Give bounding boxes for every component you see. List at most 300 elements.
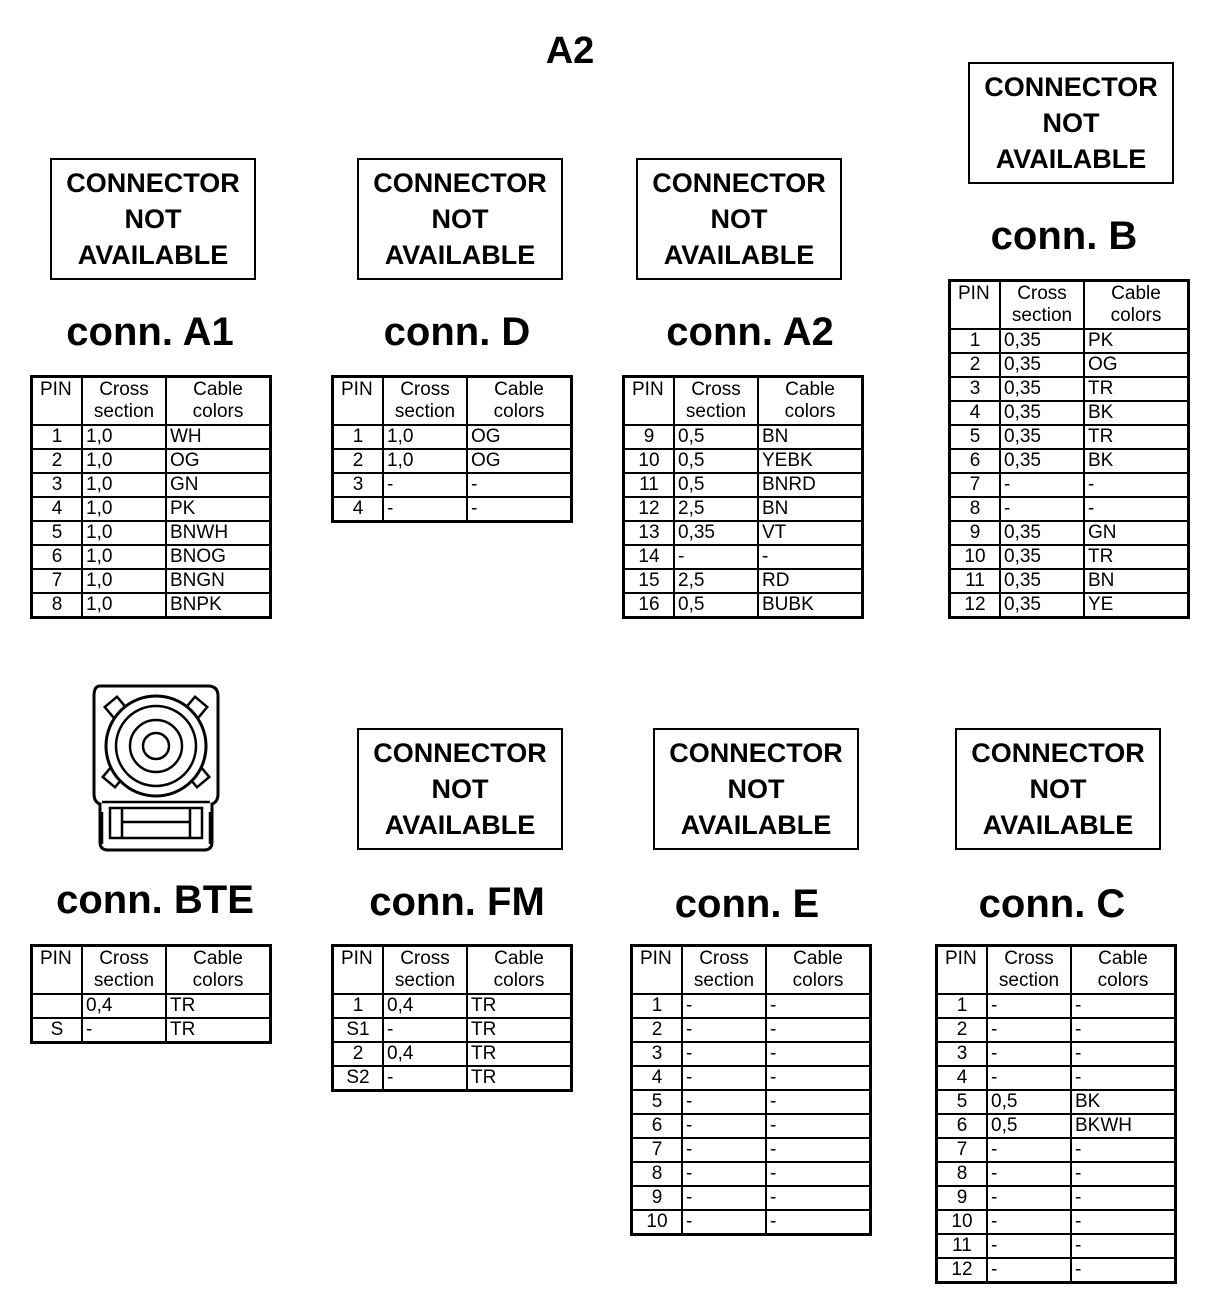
cable-color-cell: - — [1071, 1234, 1176, 1258]
pin-cell: 4 — [950, 401, 1001, 425]
cable-color-cell: - — [1071, 1138, 1176, 1162]
table-row — [333, 473, 572, 497]
table-header-row — [950, 281, 1189, 330]
cross-section-cell: - — [987, 1138, 1071, 1162]
cross-section-header-line: section — [93, 401, 155, 422]
na-line: NOT — [431, 774, 489, 804]
cross-section-cell: 0,4 — [82, 994, 166, 1018]
pin-cell: 5 — [937, 1090, 988, 1114]
na-line: AVAILABLE — [995, 144, 1147, 174]
cable-color-cell: BNOG — [166, 545, 271, 569]
table-row — [632, 1066, 871, 1090]
na-line: AVAILABLE — [384, 240, 536, 270]
cross-section-header-line: Cross — [99, 948, 149, 969]
table-row — [937, 1138, 1176, 1162]
table-row — [937, 1066, 1176, 1090]
page-title: A2 — [545, 30, 595, 72]
table-row — [950, 353, 1189, 377]
cross-section-cell: 2,5 — [674, 569, 758, 593]
cable-color-cell: - — [766, 1090, 871, 1114]
conn-title-d: conn. D — [383, 310, 531, 354]
table-header-row — [32, 946, 271, 995]
cross-section-cell: - — [682, 1018, 766, 1042]
na-line: NOT — [431, 204, 489, 234]
cable-color-cell: BNRD — [758, 473, 863, 497]
na-line: CONNECTOR — [373, 168, 547, 198]
cable-colors-header — [1084, 281, 1189, 330]
cable-color-cell: OG — [1084, 353, 1189, 377]
cross-section-header — [82, 377, 166, 426]
cross-section-cell: 1,0 — [383, 449, 467, 473]
table-row — [937, 1018, 1176, 1042]
pin-cell: 9 — [950, 521, 1001, 545]
cross-section-header-line: Cross — [1004, 948, 1054, 969]
pin-cell: 1 — [32, 425, 83, 449]
na-line: NOT — [1042, 108, 1100, 138]
pin-cell — [32, 994, 83, 1018]
cable-color-cell: BN — [758, 425, 863, 449]
cross-section-cell: 0,35 — [1000, 449, 1084, 473]
connector-not-available-box — [636, 158, 842, 280]
cross-section-header — [682, 946, 766, 995]
table-row — [624, 473, 863, 497]
cable-color-cell: TR — [467, 994, 572, 1018]
pin-cell: 10 — [624, 449, 675, 473]
table-header-row — [333, 946, 572, 995]
cable-color-cell: TR — [467, 1066, 572, 1091]
cross-section-cell: 1,0 — [82, 473, 166, 497]
cross-section-header-line: section — [93, 970, 155, 991]
table-row — [32, 593, 271, 618]
pin-cell: 8 — [32, 593, 83, 618]
cable-color-cell: OG — [467, 425, 572, 449]
cable-colors-header-line: Cable — [793, 948, 843, 969]
conn-title-a2: conn. A2 — [666, 310, 834, 354]
table-row — [624, 521, 863, 545]
pin-table-c — [935, 944, 1177, 1284]
pin-cell: S2 — [333, 1066, 384, 1091]
table-row — [950, 377, 1189, 401]
cable-color-cell: TR — [166, 994, 271, 1018]
cross-section-header-line: section — [998, 970, 1060, 991]
pin-cell: 16 — [624, 593, 675, 618]
table-row — [333, 425, 572, 449]
table-row — [624, 497, 863, 521]
cable-color-cell: PK — [166, 497, 271, 521]
pin-cell: 10 — [937, 1210, 988, 1234]
cable-color-cell: VT — [758, 521, 863, 545]
cross-section-cell: 0,5 — [674, 593, 758, 618]
cross-section-cell: 0,5 — [674, 473, 758, 497]
cross-section-cell: - — [82, 1018, 166, 1043]
cable-color-cell: - — [1071, 1186, 1176, 1210]
table-header-row — [632, 946, 871, 995]
cable-color-cell: - — [766, 1042, 871, 1066]
pin-header: PIN — [937, 946, 988, 995]
pin-header: PIN — [32, 946, 83, 995]
cross-section-cell: 1,0 — [82, 425, 166, 449]
cross-section-cell: 0,35 — [1000, 329, 1084, 353]
cross-section-cell: 0,35 — [1000, 425, 1084, 449]
cross-section-header — [383, 946, 467, 995]
na-line: CONNECTOR — [652, 168, 826, 198]
cross-section-cell: 0,5 — [987, 1114, 1071, 1138]
pin-cell: 1 — [937, 994, 988, 1018]
pin-cell: 10 — [950, 545, 1001, 569]
cross-section-cell: 0,5 — [987, 1090, 1071, 1114]
table-row — [937, 1042, 1176, 1066]
pin-cell: 5 — [632, 1090, 683, 1114]
cable-colors-header — [1071, 946, 1176, 995]
cross-section-header-line: Cross — [699, 948, 749, 969]
cross-section-cell: - — [1000, 497, 1084, 521]
table-row — [937, 1210, 1176, 1234]
cross-section-header-line: Cross — [400, 948, 450, 969]
table-row — [950, 449, 1189, 473]
na-line: AVAILABLE — [680, 810, 832, 840]
na-line: CONNECTOR — [984, 72, 1158, 102]
cross-section-cell: - — [682, 1066, 766, 1090]
na-line: NOT — [710, 204, 768, 234]
pin-cell: 5 — [32, 521, 83, 545]
cable-color-cell: - — [758, 545, 863, 569]
cross-section-cell: - — [682, 1162, 766, 1186]
connector-not-available-box — [357, 728, 563, 850]
cable-color-cell: - — [1084, 473, 1189, 497]
cross-section-cell: 1,0 — [82, 569, 166, 593]
conn-title-a1: conn. A1 — [66, 310, 234, 354]
table-row — [937, 1114, 1176, 1138]
pin-cell: 14 — [624, 545, 675, 569]
cable-color-cell: BK — [1084, 401, 1189, 425]
pin-cell: 7 — [937, 1138, 988, 1162]
cross-section-cell: - — [1000, 473, 1084, 497]
cross-section-cell: 0,5 — [674, 425, 758, 449]
connector-not-available-box — [357, 158, 563, 280]
pin-cell: 4 — [632, 1066, 683, 1090]
pin-header: PIN — [333, 946, 384, 995]
pin-cell: 12 — [937, 1258, 988, 1283]
na-line: AVAILABLE — [384, 810, 536, 840]
cable-color-cell: - — [766, 1162, 871, 1186]
cross-section-header-line: Cross — [691, 379, 741, 400]
cable-colors-header — [766, 946, 871, 995]
table-row — [632, 1138, 871, 1162]
table-row — [937, 1090, 1176, 1114]
table-row — [32, 1018, 271, 1043]
cable-color-cell: - — [766, 1018, 871, 1042]
cross-section-cell: - — [383, 1066, 467, 1091]
cable-color-cell: TR — [166, 1018, 271, 1043]
cable-color-cell: RD — [758, 569, 863, 593]
table-row — [333, 1018, 572, 1042]
cross-section-header-line: section — [394, 401, 456, 422]
cross-section-cell: - — [383, 473, 467, 497]
cable-colors-header-line: colors — [784, 401, 836, 422]
table-row — [950, 329, 1189, 353]
pin-cell: 6 — [632, 1114, 683, 1138]
cross-section-cell: - — [987, 1234, 1071, 1258]
cable-color-cell: - — [467, 497, 572, 522]
pin-cell: S1 — [333, 1018, 384, 1042]
cross-section-cell: - — [987, 1186, 1071, 1210]
table-row — [632, 1162, 871, 1186]
pin-cell: 4 — [333, 497, 384, 522]
pin-cell: 6 — [950, 449, 1001, 473]
cross-section-cell: - — [987, 1162, 1071, 1186]
table-row — [950, 593, 1189, 618]
table-row — [624, 425, 863, 449]
connector-not-available-box — [653, 728, 859, 850]
cable-color-cell: BN — [1084, 569, 1189, 593]
cable-color-cell: - — [766, 1066, 871, 1090]
pin-cell: 12 — [624, 497, 675, 521]
table-row — [333, 449, 572, 473]
cross-section-header-line: section — [394, 970, 456, 991]
table-row — [950, 473, 1189, 497]
conn-title-bte: conn. BTE — [56, 878, 254, 922]
pin-cell: 9 — [632, 1186, 683, 1210]
table-row — [333, 1042, 572, 1066]
table-row — [950, 545, 1189, 569]
pin-table-d — [331, 375, 573, 523]
na-line: NOT — [1029, 774, 1087, 804]
cable-colors-header — [467, 946, 572, 995]
pin-cell: 11 — [624, 473, 675, 497]
pin-header: PIN — [950, 281, 1001, 330]
cross-section-cell: - — [987, 1258, 1071, 1283]
cable-color-cell: YE — [1084, 593, 1189, 618]
na-line: AVAILABLE — [982, 810, 1134, 840]
table-row — [632, 1042, 871, 1066]
cable-color-cell: - — [766, 1186, 871, 1210]
conn-title-c: conn. C — [978, 882, 1126, 926]
cable-color-cell: OG — [467, 449, 572, 473]
pin-cell: 4 — [937, 1066, 988, 1090]
cable-color-cell: BUBK — [758, 593, 863, 618]
cross-section-cell: - — [682, 1042, 766, 1066]
pin-cell: 2 — [333, 449, 384, 473]
na-line: CONNECTOR — [373, 738, 547, 768]
table-header-row — [937, 946, 1176, 995]
cable-color-cell: TR — [467, 1018, 572, 1042]
cross-section-cell: 0,35 — [674, 521, 758, 545]
cable-colors-header — [467, 377, 572, 426]
cable-colors-header-line: Cable — [1111, 283, 1161, 304]
cable-color-cell: BNPK — [166, 593, 271, 618]
table-row — [32, 449, 271, 473]
cable-colors-header-line: colors — [792, 970, 844, 991]
cable-colors-header-line: colors — [192, 401, 244, 422]
cable-color-cell: YEBK — [758, 449, 863, 473]
cable-colors-header-line: Cable — [785, 379, 835, 400]
pin-header: PIN — [333, 377, 384, 426]
pin-cell: 2 — [333, 1042, 384, 1066]
pin-cell: 13 — [624, 521, 675, 545]
pin-cell: 3 — [32, 473, 83, 497]
cross-section-cell: 1,0 — [82, 449, 166, 473]
pin-cell: 2 — [950, 353, 1001, 377]
cable-color-cell: - — [766, 1138, 871, 1162]
pin-cell: 6 — [32, 545, 83, 569]
pin-table-e — [630, 944, 872, 1236]
cross-section-cell: 0,35 — [1000, 377, 1084, 401]
table-row — [32, 425, 271, 449]
cable-color-cell: - — [467, 473, 572, 497]
cross-section-cell: 0,35 — [1000, 521, 1084, 545]
table-row — [632, 1018, 871, 1042]
pin-cell: 3 — [632, 1042, 683, 1066]
table-row — [32, 569, 271, 593]
table-row — [624, 449, 863, 473]
cross-section-cell: 0,35 — [1000, 545, 1084, 569]
cross-section-cell: 1,0 — [82, 521, 166, 545]
connector-bte-drawing-icon — [88, 684, 228, 854]
pin-header: PIN — [632, 946, 683, 995]
pin-cell: 12 — [950, 593, 1001, 618]
table-row — [937, 1186, 1176, 1210]
pin-table-a1 — [30, 375, 272, 619]
pin-cell: 11 — [950, 569, 1001, 593]
na-line: AVAILABLE — [77, 240, 229, 270]
cable-color-cell: - — [1071, 994, 1176, 1018]
pin-cell: 1 — [333, 994, 384, 1018]
pin-header: PIN — [32, 377, 83, 426]
pin-cell: 2 — [32, 449, 83, 473]
cross-section-header — [674, 377, 758, 426]
cable-color-cell: OG — [166, 449, 271, 473]
table-row — [950, 401, 1189, 425]
cable-color-cell: GN — [1084, 521, 1189, 545]
cross-section-cell: 0,5 — [674, 449, 758, 473]
cross-section-header-line: section — [693, 970, 755, 991]
table-row — [950, 521, 1189, 545]
cable-colors-header-line: colors — [493, 970, 545, 991]
pin-cell: 6 — [937, 1114, 988, 1138]
cross-section-cell: 0,35 — [1000, 353, 1084, 377]
cross-section-header-line: Cross — [99, 379, 149, 400]
table-row — [624, 545, 863, 569]
table-row — [950, 425, 1189, 449]
pin-cell: 1 — [950, 329, 1001, 353]
pin-cell: 15 — [624, 569, 675, 593]
pin-cell: 7 — [950, 473, 1001, 497]
cable-color-cell: BNGN — [166, 569, 271, 593]
cable-color-cell: TR — [1084, 425, 1189, 449]
cross-section-cell: - — [987, 1018, 1071, 1042]
cross-section-cell: 1,0 — [82, 545, 166, 569]
cross-section-header-line: section — [1011, 305, 1073, 326]
cross-section-cell: 0,35 — [1000, 593, 1084, 618]
na-line: AVAILABLE — [663, 240, 815, 270]
cable-color-cell: TR — [467, 1042, 572, 1066]
cross-section-cell: 0,35 — [1000, 569, 1084, 593]
pin-table-b — [948, 279, 1190, 619]
cross-section-cell: 2,5 — [674, 497, 758, 521]
cross-section-cell: - — [682, 994, 766, 1018]
table-row — [333, 1066, 572, 1091]
table-row — [32, 994, 271, 1018]
cable-color-cell: WH — [166, 425, 271, 449]
pin-cell: 8 — [632, 1162, 683, 1186]
table-row — [632, 1114, 871, 1138]
table-row — [937, 994, 1176, 1018]
cable-color-cell: - — [1071, 1162, 1176, 1186]
pin-cell: 7 — [32, 569, 83, 593]
connector-not-available-box — [50, 158, 256, 280]
table-row — [632, 1090, 871, 1114]
cross-section-cell: - — [682, 1090, 766, 1114]
cable-colors-header — [166, 946, 271, 995]
cable-color-cell: GN — [166, 473, 271, 497]
table-row — [632, 994, 871, 1018]
cross-section-cell: - — [682, 1186, 766, 1210]
cross-section-cell: - — [682, 1210, 766, 1235]
cross-section-header-line: Cross — [400, 379, 450, 400]
cross-section-cell: - — [383, 1018, 467, 1042]
pin-cell: 3 — [937, 1042, 988, 1066]
conn-title-e: conn. E — [674, 882, 820, 926]
pin-cell: S — [32, 1018, 83, 1043]
na-line: NOT — [727, 774, 785, 804]
pin-cell: 9 — [624, 425, 675, 449]
cable-colors-header-line: Cable — [494, 948, 544, 969]
cross-section-cell: - — [987, 1042, 1071, 1066]
cable-colors-header — [758, 377, 863, 426]
table-row — [632, 1186, 871, 1210]
cable-colors-header — [166, 377, 271, 426]
conn-title-fm: conn. FM — [369, 880, 545, 924]
cross-section-cell: 0,35 — [1000, 401, 1084, 425]
cross-section-cell: 0,4 — [383, 1042, 467, 1066]
cross-section-cell: - — [383, 497, 467, 522]
cross-section-header-line: Cross — [1017, 283, 1067, 304]
cable-colors-header-line: Cable — [193, 379, 243, 400]
cable-color-cell: BNWH — [166, 521, 271, 545]
table-row — [950, 569, 1189, 593]
cross-section-cell: 0,4 — [383, 994, 467, 1018]
na-line: CONNECTOR — [669, 738, 843, 768]
pin-cell: 10 — [632, 1210, 683, 1235]
pin-cell: 8 — [937, 1162, 988, 1186]
table-row — [32, 473, 271, 497]
table-header-row — [32, 377, 271, 426]
cable-colors-header-line: Cable — [1098, 948, 1148, 969]
pin-cell: 1 — [333, 425, 384, 449]
pin-cell: 9 — [937, 1186, 988, 1210]
cable-color-cell: - — [1071, 1210, 1176, 1234]
cable-color-cell: BKWH — [1071, 1114, 1176, 1138]
cable-colors-header-line: Cable — [193, 948, 243, 969]
table-row — [333, 497, 572, 522]
pin-cell: 5 — [950, 425, 1001, 449]
cross-section-cell: - — [682, 1138, 766, 1162]
table-row — [937, 1162, 1176, 1186]
cross-section-cell: 1,0 — [82, 497, 166, 521]
table-row — [333, 994, 572, 1018]
cross-section-header — [987, 946, 1071, 995]
cross-section-cell: 1,0 — [383, 425, 467, 449]
pin-header: PIN — [624, 377, 675, 426]
cable-color-cell: - — [766, 1114, 871, 1138]
table-row — [937, 1234, 1176, 1258]
pin-cell: 2 — [937, 1018, 988, 1042]
cable-colors-header-line: Cable — [494, 379, 544, 400]
cable-color-cell: - — [766, 994, 871, 1018]
pin-table-bte — [30, 944, 272, 1044]
cable-colors-header-line: colors — [1097, 970, 1149, 991]
table-row — [624, 593, 863, 618]
